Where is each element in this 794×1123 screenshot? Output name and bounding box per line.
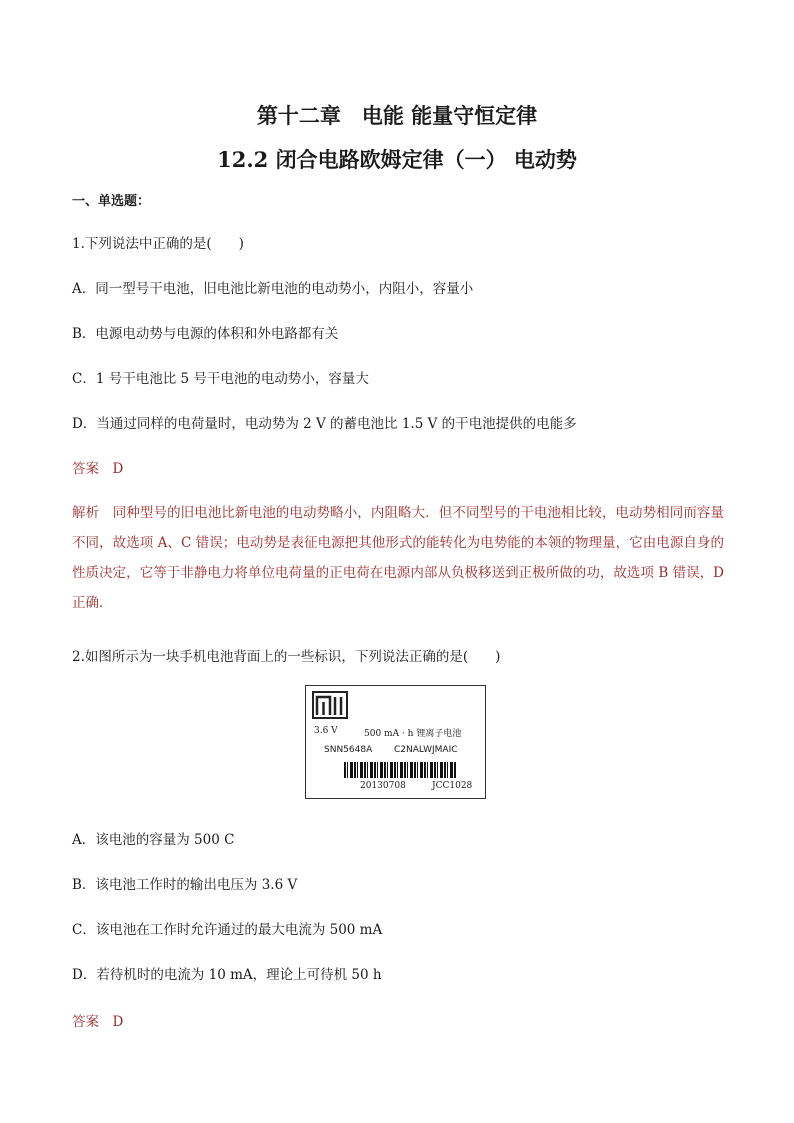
battery-date: 20130708 [360,781,406,791]
battery-code2: C2NALWJMAIC [394,745,458,755]
battery-code3: JCC1028 [432,781,473,791]
section-heading: 一、单选题： [72,194,151,209]
lesson-title: 12.2 闭合电路欧姆定律（一） 电动势 [217,147,577,172]
q2-answer: 答案 D [72,1014,124,1030]
q2-option-b: B．该电池工作时的输出电压为 3.6 V [72,877,298,893]
q1-option-c: C．1 号干电池比 5 号干电池的电动势小，容量大 [72,371,369,387]
chapter-title: 第十二章 电能 能量守恒定律 [256,103,538,128]
q1-option-a: A．同一型号干电池，旧电池比新电池的电动势小，内阻小，容量小 [72,281,474,297]
barcode [344,762,456,778]
battery-voltage: 3.6 V [314,726,338,736]
q1-option-d: D．当通过同样的电荷量时，电动势为 2 V 的蓄电池比 1.5 V 的干电池提供的电能多 [72,416,577,432]
battery-capacity: 500 mA · h 锂离子电池 [364,729,462,739]
q2-option-a: A．该电池的容量为 500 C [72,832,235,848]
q2-stem: 2.如图所示为一块手机电池背面上的一些标识，下列说法正确的是( ) [72,649,501,665]
q1-explanation: 解析 同种型号的旧电池比新电池的电动势略小，内阻略大．但不同型号的干电池相比较，电动势相同而容量不同，故选项 A、C 错误；电动势是表征电源把其他形式的能转化为电势能的本领的物理量，它由电源自身的性质决定，它等于非静电力将单位电荷量的正电荷在电源内部从负极移送到正极所做的功，故选项 B 错误，D 正确． [72,505,724,611]
q2-option-d: D．若待机时的电流为 10 mA，理论上可待机 50 h [72,967,382,983]
mi-logo-icon [312,691,348,719]
battery-label-figure [305,685,486,799]
q1-answer: 答案 D [72,461,124,477]
q2-option-c: C．该电池在工作时允许通过的最大电流为 500 mA [72,922,383,938]
battery-code1: SNN5648A [324,745,373,755]
q1-option-b: B．电源电动势与电源的体积和外电路都有关 [72,326,339,342]
q1-stem: 1.下列说法中正确的是( ) [72,236,244,252]
